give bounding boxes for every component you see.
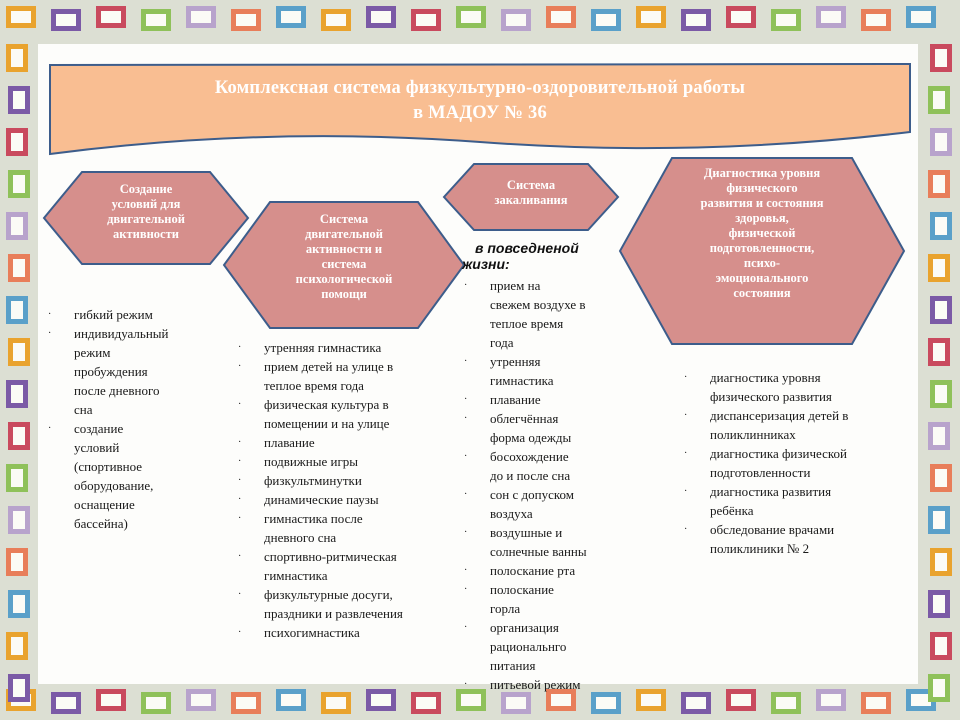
motor-activity-list <box>238 338 448 642</box>
list-item-line: физкультминутки <box>264 473 362 488</box>
list-item-line: дневного сна <box>264 530 337 545</box>
list-item <box>238 623 448 642</box>
border-square <box>366 689 396 711</box>
border-square <box>456 6 486 28</box>
border-square <box>8 86 30 114</box>
list-item <box>464 485 614 523</box>
hex-4-line-6: подготовленности, <box>709 241 815 255</box>
bullet-dot: · <box>48 328 52 339</box>
list-item-line: диспансеризация детей в <box>710 408 849 423</box>
border-square <box>861 9 891 31</box>
list-item <box>464 675 614 694</box>
border-square <box>51 692 81 714</box>
list-item-line: после дневного <box>74 383 160 398</box>
list-item <box>48 324 208 419</box>
list-item <box>464 390 614 409</box>
border-square <box>681 9 711 31</box>
border-square <box>930 464 952 492</box>
border-square <box>546 6 576 28</box>
border-square <box>930 632 952 660</box>
bullet-dot: · <box>464 565 468 576</box>
bullet-dot: · <box>238 399 242 410</box>
list-item-line: поликлиники № 2 <box>710 541 810 556</box>
list-item-line: облегчённая <box>490 411 559 426</box>
bullet-dot: · <box>238 342 242 353</box>
bullet-dot: · <box>238 551 242 562</box>
border-square <box>726 689 756 711</box>
list-item <box>464 618 614 675</box>
list-item-line: праздники и развлечения <box>264 606 403 621</box>
hex-4-line-7: психо- <box>743 256 781 270</box>
border-square <box>8 422 30 450</box>
bullet-dot: · <box>464 451 468 462</box>
list-item-line: диагностика физической <box>710 446 847 461</box>
list-item-line: диагностика развития <box>710 484 832 499</box>
border-square <box>6 296 28 324</box>
bullet-dot: · <box>48 309 52 320</box>
border-square <box>930 380 952 408</box>
hex-4-line-1: Диагностика уровня <box>703 166 821 180</box>
border-square <box>636 6 666 28</box>
list-item-line: плавание <box>264 435 315 450</box>
bullet-dot: · <box>238 589 242 600</box>
hex-4-line-2: физического <box>726 181 798 195</box>
hex-2-line-5: психологической <box>295 272 393 286</box>
bullet-dot: · <box>464 679 468 690</box>
list-item-line: обследование врачами <box>710 522 835 537</box>
list-item-line: спортивно-ритмическая <box>264 549 397 564</box>
hex-2-line-4: система <box>321 257 367 271</box>
list-item-line: бассейна) <box>74 516 128 531</box>
hex-4-line-4: здоровья, <box>735 211 789 225</box>
bullet-dot: · <box>48 423 52 434</box>
border-square <box>8 338 30 366</box>
bullet-dot: · <box>684 448 688 459</box>
bullet-dot: · <box>238 361 242 372</box>
border-square <box>928 254 950 282</box>
bullet-dot: · <box>238 627 242 638</box>
bullet-dot: · <box>238 494 242 505</box>
border-square <box>8 506 30 534</box>
border-square <box>636 689 666 711</box>
hex-4-line-9: состояния <box>733 286 791 300</box>
list-item-line: свежем воздухе в <box>490 297 586 312</box>
border-square <box>681 692 711 714</box>
list-item-line: воздушные и <box>490 525 563 540</box>
list-item-line: питьевой режим <box>490 677 581 692</box>
border-square <box>930 128 952 156</box>
border-square <box>6 632 28 660</box>
hex-4-line-5: физической <box>728 226 796 240</box>
border-square <box>928 170 950 198</box>
list-item-line: оборудование, <box>74 478 154 493</box>
border-square <box>366 6 396 28</box>
list-item-line: режим <box>74 345 111 360</box>
border-square <box>6 44 28 72</box>
list-item <box>238 509 448 547</box>
border-square <box>8 674 30 702</box>
border-square <box>930 44 952 72</box>
bullet-dot: · <box>464 584 468 595</box>
bullet-dot: · <box>684 410 688 421</box>
diagnostics-list <box>684 368 904 558</box>
border-square <box>6 380 28 408</box>
list-item-line: поликлинниках <box>710 427 796 442</box>
subheading-line-2: жизни: <box>462 256 510 272</box>
conditions-list <box>48 305 208 533</box>
hardening-subheading <box>462 240 610 272</box>
list-item <box>238 490 448 509</box>
border-square <box>8 254 30 282</box>
list-item <box>464 352 614 390</box>
list-item <box>684 406 904 444</box>
border-square <box>276 689 306 711</box>
border-square <box>501 9 531 31</box>
list-item <box>464 580 614 618</box>
hex-2-line-2: двигательной <box>305 227 383 241</box>
list-item-line: гимнастика после <box>264 511 363 526</box>
list-item-line: полоскание <box>490 582 554 597</box>
border-square <box>501 692 531 714</box>
list-item-line: гибкий режим <box>74 307 153 322</box>
list-item <box>238 433 448 452</box>
border-square <box>186 689 216 711</box>
border-square <box>96 689 126 711</box>
banner-title-line-2: в МАДОУ № 36 <box>413 103 547 123</box>
border-square <box>51 9 81 31</box>
bullet-dot: · <box>238 513 242 524</box>
hexagon-diagnostics <box>618 156 906 346</box>
list-item-line: физического развития <box>710 389 832 404</box>
border-square <box>6 212 28 240</box>
list-item <box>684 368 904 406</box>
list-item <box>684 520 904 558</box>
border-square <box>8 590 30 618</box>
hex-4-line-8: эмоционального <box>715 271 809 285</box>
list-item-line: физкультурные досуги, <box>264 587 393 602</box>
list-item <box>238 357 448 395</box>
border-square <box>591 9 621 31</box>
list-item-line: организация <box>490 620 559 635</box>
hex-1-line-3: двигательной <box>107 212 185 226</box>
list-item <box>238 471 448 490</box>
border-square <box>6 548 28 576</box>
list-item-line: теплое время <box>490 316 564 331</box>
border-square <box>411 9 441 31</box>
border-square <box>141 9 171 31</box>
hex-1-line-1: Создание <box>119 182 173 196</box>
list-item-line: индивидуальный <box>74 326 169 341</box>
list-item-line: босохождение <box>490 449 569 464</box>
bullet-dot: · <box>464 280 468 291</box>
hexagon-motor-activity <box>222 200 466 330</box>
list-item <box>464 409 614 447</box>
border-square <box>816 6 846 28</box>
border-square <box>231 692 261 714</box>
hardening-list <box>464 276 614 694</box>
banner-title-line-1: Комплексная система физкультурно-оздоровительной работы <box>214 78 746 98</box>
list-item-line: подготовленности <box>710 465 811 480</box>
list-item-line: (спортивное <box>74 459 143 474</box>
border-square <box>186 6 216 28</box>
list-item-line: физическая культура в <box>264 397 389 412</box>
border-square <box>591 692 621 714</box>
list-item-line: прием детей на улице в <box>264 359 394 374</box>
border-square <box>141 692 171 714</box>
border-square <box>930 548 952 576</box>
hexagon-conditions <box>42 170 250 266</box>
border-square <box>8 170 30 198</box>
list-item <box>238 452 448 471</box>
border-square <box>321 692 351 714</box>
border-square <box>928 422 950 450</box>
border-square <box>6 464 28 492</box>
border-square <box>928 506 950 534</box>
list-item-line: динамические паузы <box>264 492 379 507</box>
bullet-dot: · <box>464 394 468 405</box>
hex-1-line-4: активности <box>113 227 179 241</box>
list-item-line: сна <box>74 402 93 417</box>
list-item-line: пробуждения <box>74 364 148 379</box>
title-banner <box>48 62 912 158</box>
list-item <box>238 395 448 433</box>
list-item-line: сон с допуском <box>490 487 574 502</box>
list-item <box>238 547 448 585</box>
list-item <box>238 338 448 357</box>
list-item-line: гимнастика <box>490 373 554 388</box>
border-square <box>726 6 756 28</box>
hex-2-line-3: активности и <box>305 242 383 256</box>
list-item-line: года <box>490 335 514 350</box>
list-item-line: подвижные игры <box>264 454 359 469</box>
hex-4-line-3: развития и состояния <box>700 196 824 210</box>
bullet-dot: · <box>238 475 242 486</box>
border-square <box>928 674 950 702</box>
list-item <box>464 523 614 561</box>
list-item-line: рациональнго <box>490 639 567 654</box>
list-item-line: плавание <box>490 392 541 407</box>
border-square <box>771 692 801 714</box>
border-square <box>6 128 28 156</box>
list-item-line: оснащение <box>74 497 135 512</box>
border-square <box>928 590 950 618</box>
subheading-line-1: в повседненой <box>475 240 579 256</box>
list-item-line: ребёнка <box>710 503 754 518</box>
border-square <box>906 6 936 28</box>
hex-3-line-1: Система <box>506 178 556 192</box>
border-square <box>930 296 952 324</box>
list-item <box>238 585 448 623</box>
list-item <box>48 305 208 324</box>
list-item-line: диагностика уровня <box>710 370 821 385</box>
list-item-line: психогимнастика <box>264 625 360 640</box>
border-square <box>816 689 846 711</box>
list-item <box>464 561 614 580</box>
list-item-line: до и после сна <box>490 468 571 483</box>
list-item-line: питания <box>490 658 536 673</box>
list-item-line: полоскание рта <box>490 563 576 578</box>
border-square <box>930 212 952 240</box>
list-item-line: форма одежды <box>490 430 572 445</box>
hex-2-line-6: помощи <box>321 287 367 301</box>
list-item-line: воздуха <box>490 506 533 521</box>
border-square <box>276 6 306 28</box>
list-item-line: помещении и на улице <box>264 416 390 431</box>
bullet-dot: · <box>464 622 468 633</box>
list-item-line: условий <box>74 440 120 455</box>
border-square <box>928 86 950 114</box>
border-square <box>231 9 261 31</box>
list-item-line: прием на <box>490 278 541 293</box>
list-item <box>684 444 904 482</box>
list-item-line: утренняя гимнастика <box>264 340 382 355</box>
list-item-line: утренняя <box>490 354 541 369</box>
bullet-dot: · <box>464 489 468 500</box>
list-item-line: создание <box>74 421 124 436</box>
hex-2-line-1: Система <box>319 212 369 226</box>
border-square <box>861 692 891 714</box>
border-square <box>6 6 36 28</box>
list-item <box>464 447 614 485</box>
list-item-line: горла <box>490 601 521 616</box>
border-square <box>321 9 351 31</box>
list-item <box>48 419 208 533</box>
border-square <box>96 6 126 28</box>
bullet-dot: · <box>238 456 242 467</box>
bullet-dot: · <box>464 413 468 424</box>
list-item-line: гимнастика <box>264 568 328 583</box>
border-square <box>771 9 801 31</box>
bullet-dot: · <box>464 527 468 538</box>
border-square <box>411 692 441 714</box>
bullet-dot: · <box>684 486 688 497</box>
hexagon-hardening <box>442 162 620 232</box>
list-item-line: солнечные ванны <box>490 544 587 559</box>
bullet-dot: · <box>684 372 688 383</box>
bullet-dot: · <box>464 356 468 367</box>
bullet-dot: · <box>684 524 688 535</box>
border-square <box>928 338 950 366</box>
list-item <box>464 276 614 352</box>
hex-3-line-2: закаливания <box>494 193 568 207</box>
hex-1-line-2: условий для <box>111 197 181 211</box>
bullet-dot: · <box>238 437 242 448</box>
list-item <box>684 482 904 520</box>
list-item-line: теплое время года <box>264 378 364 393</box>
